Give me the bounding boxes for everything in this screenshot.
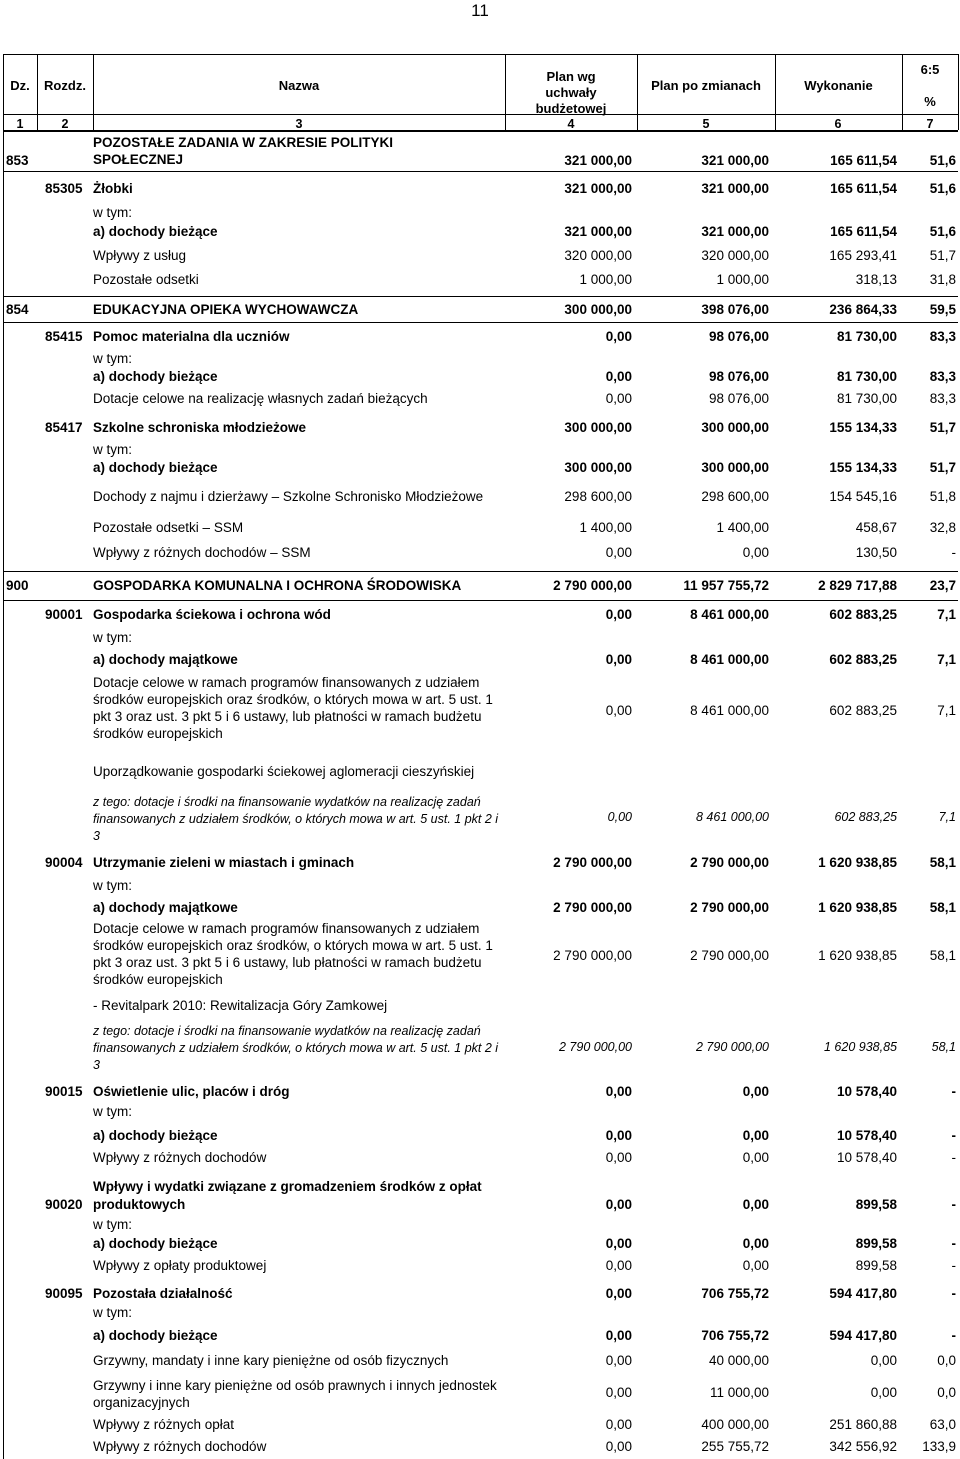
value-v7: 31,8 — [929, 272, 956, 287]
item-name: Pozostałe odsetki — [93, 272, 199, 287]
value-v4: 0,00 — [605, 1328, 632, 1343]
value-v6: 458,67 — [855, 520, 897, 535]
header-nazwa: Nazwa — [278, 78, 320, 93]
value-v5: 40 000,00 — [708, 1353, 769, 1368]
chapter-name: Szkolne schroniska młodzieżowe — [93, 420, 307, 435]
w-tym-label: w tym: — [93, 205, 132, 220]
value-v4: 0,00 — [605, 607, 632, 622]
chapter-name: Żłobki — [93, 181, 133, 196]
chapter-code: 85417 — [45, 420, 83, 435]
value-v7: 32,8 — [929, 520, 956, 535]
value-v5: 1 000,00 — [716, 272, 769, 287]
item-name: Grzywny, mandaty i inne kary pieniężne od osób fizycznych — [93, 1353, 449, 1368]
item-name: Dotacje celowe w ramach programów finansowanych z udziałem środków europejskich oraz środków, o których mowa w art. 5 ust. 1 pkt 3 oraz ust. 3 pkt 5 i 6 ustawy, lub płatności w ramach budżetu środków europejskich — [93, 675, 493, 741]
item-name-italic: z tego: dotacje i środki na finansowanie wydatków na realizację zadań finansowanych z udziałem środków, o których mowa w art. 5 ust. 1 pkt 2 i 3 — [93, 1024, 499, 1072]
value-v7: 58,1 — [931, 1040, 956, 1054]
w-tym-label: w tym: — [93, 1217, 132, 1232]
value-v6: 165 293,41 — [829, 248, 897, 263]
item-name: Wpływy z różnych opłat — [93, 1417, 235, 1432]
value-v4: 0,00 — [605, 1385, 632, 1400]
w-tym-label: w tym: — [93, 630, 132, 645]
item-name-italic: z tego: dotacje i środki na finansowanie wydatków na realizację zadań finansowanych z udziałem środków, o których mowa w art. 5 ust. 1 pkt 2 i 3 — [93, 795, 499, 843]
value-v5: 2 790 000,00 — [696, 1040, 769, 1054]
value-v6: 81 730,00 — [836, 369, 897, 384]
value-v7: 83,3 — [929, 391, 956, 406]
value-v7: 51,6 — [929, 224, 956, 239]
value-v7: - — [951, 1328, 956, 1343]
value-v5: 8 461 000,00 — [690, 607, 769, 622]
value-v5: 300 000,00 — [701, 460, 769, 475]
item-name: Wpływy z różnych dochodów — [93, 1439, 267, 1454]
item-name: Wpływy z różnych dochodów — [93, 1150, 267, 1165]
value-v7: - — [951, 1197, 956, 1212]
value-v4: 0,00 — [605, 1258, 632, 1273]
value-v5: 0,00 — [742, 1128, 769, 1143]
item-name: Wpływy z usług — [93, 248, 187, 263]
value-v7: - — [951, 1258, 956, 1273]
item-name: Wpływy z opłaty produktowej — [93, 1258, 267, 1273]
value-v4: 0,00 — [605, 1236, 632, 1251]
header-percent: % — [924, 94, 936, 109]
item-name: Dochody z najmu i dzierżawy – Szkolne Schronisko Młodzieżowe — [93, 489, 484, 504]
value-v6: 81 730,00 — [836, 391, 897, 406]
value-v7: 7,1 — [937, 607, 956, 622]
w-tym-label: w tym: — [93, 442, 132, 457]
value-v5: 98 076,00 — [708, 369, 769, 384]
value-v7: - — [951, 1150, 956, 1165]
column-number-3: 3 — [295, 117, 303, 131]
value-v6: 602 883,25 — [834, 810, 897, 824]
value-v5: 706 755,72 — [701, 1328, 769, 1343]
value-v4: 0,00 — [605, 391, 632, 406]
header-dz: Dz. — [10, 78, 30, 93]
value-v4: 321 000,00 — [564, 224, 632, 239]
value-v7: 0,0 — [937, 1385, 956, 1400]
value-v5: 1 400,00 — [716, 520, 769, 535]
value-v4: 298 600,00 — [564, 489, 632, 504]
value-v4: 0,00 — [605, 1417, 632, 1432]
value-v4: 300 000,00 — [564, 460, 632, 475]
value-v4: 0,00 — [605, 1197, 632, 1212]
subtotal-name: a) dochody majątkowe — [93, 652, 238, 667]
chapter-name: Pozostała działalność — [93, 1286, 233, 1301]
value-v5: 2 790 000,00 — [690, 855, 769, 870]
value-v7: 59,5 — [929, 302, 956, 317]
value-v4: 0,00 — [607, 810, 632, 824]
value-v6: 318,13 — [855, 272, 897, 287]
item-name: Dotacje celowe na realizację własnych zadań bieżących — [93, 391, 428, 406]
item-name: Wpływy z różnych dochodów – SSM — [93, 545, 311, 560]
value-v6: 154 545,16 — [829, 489, 897, 504]
value-v7: 51,6 — [929, 153, 956, 168]
value-v4: 2 790 000,00 — [553, 855, 632, 870]
value-v6: 130,50 — [855, 545, 897, 560]
row-border — [3, 322, 958, 323]
value-v6: 1 620 938,85 — [818, 855, 897, 870]
value-v4: 300 000,00 — [564, 302, 632, 317]
dz-col-line — [3, 322, 4, 571]
dz-col-line — [3, 130, 4, 296]
value-v7: 58,1 — [929, 855, 956, 870]
value-v6: 899,58 — [855, 1197, 897, 1212]
value-v7: 7,1 — [937, 652, 956, 667]
value-v5: 320 000,00 — [701, 248, 769, 263]
value-v4: 0,00 — [605, 545, 632, 560]
value-v5: 706 755,72 — [701, 1286, 769, 1301]
subtotal-name: a) dochody bieżące — [93, 369, 218, 384]
value-v4: 1 000,00 — [579, 272, 632, 287]
value-v4: 0,00 — [605, 1150, 632, 1165]
value-v5: 255 755,72 — [701, 1439, 769, 1454]
header-rozdz: Rozdz. — [44, 78, 86, 93]
value-v4: 320 000,00 — [564, 248, 632, 263]
row-border — [3, 171, 958, 172]
value-v7: 51,7 — [929, 248, 956, 263]
subtotal-name: a) dochody bieżące — [93, 1236, 218, 1251]
w-tym-label: w tym: — [93, 351, 132, 366]
header-col-line — [958, 54, 959, 130]
value-v5: 0,00 — [742, 1197, 769, 1212]
value-v4: 2 790 000,00 — [553, 948, 632, 963]
dz-col-line — [3, 600, 4, 1459]
w-tym-label: w tym: — [93, 878, 132, 893]
value-v5: 0,00 — [742, 1150, 769, 1165]
value-v6: 0,00 — [870, 1353, 897, 1368]
column-number-1: 1 — [16, 117, 24, 131]
value-v6: 594 417,80 — [829, 1328, 897, 1343]
value-v4: 321 000,00 — [564, 153, 632, 168]
subtotal-name: a) dochody bieżące — [93, 1128, 218, 1143]
value-v4: 0,00 — [605, 1084, 632, 1099]
value-v4: 0,00 — [605, 1286, 632, 1301]
column-number-4: 4 — [567, 117, 575, 131]
chapter-name: GOSPODARKA KOMUNALNA I OCHRONA ŚRODOWISKA — [93, 578, 462, 593]
value-v5: 2 790 000,00 — [690, 900, 769, 915]
value-v5: 0,00 — [742, 1236, 769, 1251]
value-v5: 8 461 000,00 — [696, 810, 769, 824]
chapter-code: 85415 — [45, 329, 83, 344]
chapter-name: Wpływy i wydatki związane z gromadzeniem środków z opłat produktowych — [93, 1179, 482, 1212]
value-v4: 0,00 — [605, 369, 632, 384]
subtotal-name: a) dochody majątkowe — [93, 900, 238, 915]
value-v4: 0,00 — [605, 1128, 632, 1143]
column-number-6: 6 — [834, 117, 842, 131]
value-v5: 11 957 755,72 — [683, 578, 769, 593]
value-v4: 321 000,00 — [564, 181, 632, 196]
column-number-2: 2 — [61, 117, 69, 131]
value-v7: 83,3 — [929, 329, 956, 344]
value-v6: 155 134,33 — [829, 460, 897, 475]
value-v5: 8 461 000,00 — [690, 652, 769, 667]
value-v7: 83,3 — [929, 369, 956, 384]
col-number-border — [3, 130, 958, 132]
row-border — [3, 296, 958, 297]
chapter-code: 90015 — [45, 1084, 83, 1099]
value-v6: 165 611,54 — [830, 224, 897, 239]
value-v6: 1 620 938,85 — [818, 948, 897, 963]
value-v5: 98 076,00 — [708, 391, 769, 406]
chapter-code: 90020 — [45, 1197, 83, 1212]
value-v7: - — [951, 1236, 956, 1251]
value-v6: 236 864,33 — [829, 302, 897, 317]
subtotal-name: a) dochody bieżące — [93, 224, 218, 239]
header-col-line — [505, 54, 506, 130]
value-v4: 0,00 — [605, 703, 632, 718]
table-top-border — [3, 54, 958, 55]
value-v7: 58,1 — [929, 900, 956, 915]
chapter-name: Utrzymanie zieleni w miastach i gminach — [93, 855, 355, 870]
row-border — [3, 571, 958, 572]
value-v5: 321 000,00 — [701, 181, 769, 196]
value-v6: 602 883,25 — [829, 607, 897, 622]
header-wykonanie: Wykonanie — [804, 78, 873, 93]
header-ratio: 6:5 — [920, 62, 940, 77]
chapter-name: Gospodarka ściekowa i ochrona wód — [93, 607, 331, 622]
chapter-code: 90001 — [45, 607, 83, 622]
value-v6: 899,58 — [855, 1236, 897, 1251]
value-v6: 602 883,25 — [829, 703, 897, 718]
value-v4: 2 790 000,00 — [553, 900, 632, 915]
chapter-code: 90004 — [45, 855, 83, 870]
subtotal-name: a) dochody bieżące — [93, 460, 218, 475]
value-v4: 0,00 — [605, 329, 632, 344]
value-v6: 165 611,54 — [830, 153, 897, 168]
dz-col-line — [3, 296, 4, 322]
column-number-5: 5 — [702, 117, 710, 131]
chapter-name: Pomoc materialna dla uczniów — [93, 329, 290, 344]
page-number: 11 — [471, 1, 489, 20]
division-code: 853 — [6, 153, 29, 168]
value-v7: 51,8 — [929, 489, 956, 504]
value-v6: 342 556,92 — [829, 1439, 897, 1454]
value-v7: - — [951, 1286, 956, 1301]
value-v7: 23,7 — [929, 578, 956, 593]
value-v4: 2 790 000,00 — [559, 1040, 632, 1054]
value-v7: 0,0 — [937, 1353, 956, 1368]
value-v5: 321 000,00 — [701, 224, 769, 239]
value-v5: 11 000,00 — [709, 1385, 769, 1400]
value-v4: 0,00 — [605, 1439, 632, 1454]
subtotal-name: a) dochody bieżące — [93, 1328, 218, 1343]
value-v4: 0,00 — [605, 652, 632, 667]
w-tym-label: w tym: — [93, 1104, 132, 1119]
value-v5: 8 461 000,00 — [690, 703, 769, 718]
item-name: Grzywny i inne kary pieniężne od osób prawnych i innych jednostek organizacyjnych — [93, 1378, 497, 1410]
value-v7: - — [951, 545, 956, 560]
value-v7: - — [951, 1128, 956, 1143]
section-name: POZOSTAŁE ZADANIA W ZAKRESIE POLITYKI SPOŁECZNEJ — [93, 135, 393, 167]
value-v7: 7,1 — [937, 703, 956, 718]
value-v7: 51,7 — [929, 460, 956, 475]
value-v5: 0,00 — [742, 1258, 769, 1273]
value-v7: 58,1 — [929, 948, 956, 963]
item-name: Uporządkowanie gospodarki ściekowej aglomeracji cieszyńskiej — [93, 764, 475, 779]
value-v6: 81 730,00 — [836, 329, 897, 344]
value-v5: 298 600,00 — [701, 489, 769, 504]
header-bottom-border — [3, 114, 958, 115]
chapter-name: Oświetlenie ulic, placów i dróg — [93, 1084, 290, 1099]
division-code: 854 — [6, 302, 29, 317]
value-v7: 63,0 — [929, 1417, 956, 1432]
header-plan-uchwaly: Plan wg uchwały budżetowej — [535, 69, 607, 116]
chapter-code: 90095 — [45, 1286, 83, 1301]
header-plan-zmianach: Plan po zmianach — [651, 78, 761, 93]
value-v6: 10 578,40 — [836, 1128, 897, 1143]
value-v7: - — [951, 1084, 956, 1099]
row-border — [3, 600, 958, 601]
value-v6: 155 134,33 — [829, 420, 897, 435]
value-v5: 0,00 — [742, 1084, 769, 1099]
column-number-7: 7 — [926, 117, 934, 131]
value-v6: 0,00 — [870, 1385, 897, 1400]
value-v7: 7,1 — [938, 810, 956, 824]
w-tym-label: w tym: — [93, 1305, 132, 1320]
value-v5: 398 076,00 — [701, 302, 769, 317]
item-name: Dotacje celowe w ramach programów finansowanych z udziałem środków europejskich oraz środków, o których mowa w art. 5 ust. 1 pkt 3 oraz ust. 3 pkt 5 i 6 ustawy, lub płatności w ramach budżetu środków europejskich — [93, 921, 493, 987]
item-name: Pozostałe odsetki – SSM — [93, 520, 244, 535]
value-v5: 98 076,00 — [708, 329, 769, 344]
chapter-name: EDUKACYJNA OPIEKA WYCHOWAWCZA — [93, 302, 359, 317]
value-v4: 0,00 — [605, 1353, 632, 1368]
value-v6: 899,58 — [855, 1258, 897, 1273]
value-v7: 51,6 — [929, 181, 956, 196]
value-v4: 2 790 000,00 — [553, 578, 632, 593]
value-v5: 300 000,00 — [701, 420, 769, 435]
value-v7: 51,7 — [929, 420, 956, 435]
value-v6: 165 611,54 — [830, 181, 897, 196]
value-v6: 1 620 938,85 — [824, 1040, 897, 1054]
value-v7: 133,9 — [922, 1439, 956, 1454]
value-v6: 2 829 717,88 — [818, 578, 897, 593]
dz-col-line — [3, 571, 4, 600]
value-v4: 300 000,00 — [564, 420, 632, 435]
item-name: - Revitalpark 2010: Rewitalizacja Góry Zamkowej — [93, 998, 388, 1013]
value-v5: 400 000,00 — [701, 1417, 769, 1432]
division-code: 900 — [6, 578, 29, 593]
value-v6: 10 578,40 — [836, 1150, 897, 1165]
value-v6: 1 620 938,85 — [818, 900, 897, 915]
value-v5: 321 000,00 — [701, 153, 769, 168]
value-v5: 0,00 — [742, 545, 769, 560]
value-v6: 251 860,88 — [829, 1417, 897, 1432]
chapter-code: 85305 — [45, 181, 83, 196]
value-v6: 594 417,80 — [829, 1286, 897, 1301]
value-v6: 10 578,40 — [836, 1084, 897, 1099]
value-v4: 1 400,00 — [579, 520, 632, 535]
value-v5: 2 790 000,00 — [690, 948, 769, 963]
value-v6: 602 883,25 — [829, 652, 897, 667]
